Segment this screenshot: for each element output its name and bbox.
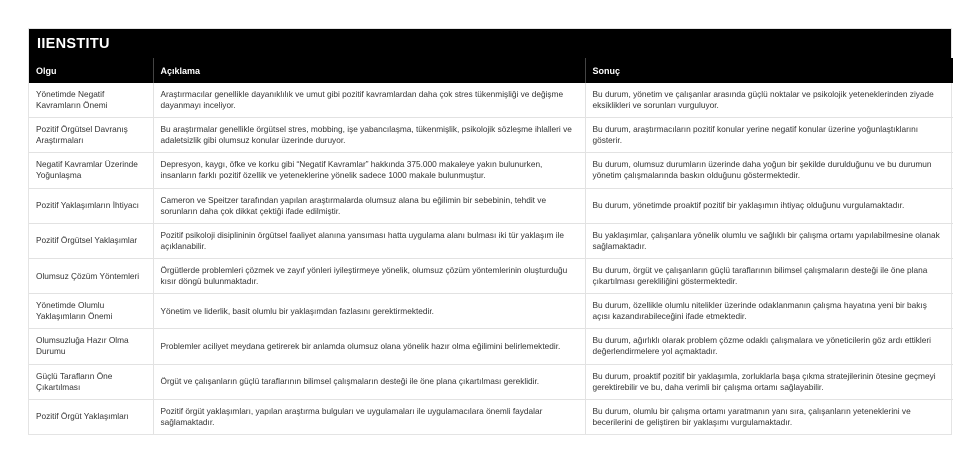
table-row (29, 188, 953, 223)
cell-aciklama: Örgüt ve çalışanların güçlü taraflarının bilimsel çalışmaların desteği ile öne plana çıkartılması gereklidir. (153, 364, 585, 399)
column-header-sonuc: Sonuç (585, 58, 953, 83)
cell-aciklama: Depresyon, kaygı, öfke ve korku gibi “Negatif Kavramlar” hakkında 375.000 makaleye yakın bulunurken, insanların farklı pozitif özellik ve yeteneklerine yönelik sadece 1000 makale bulunmuştur. (153, 153, 585, 188)
content-table-frame (28, 28, 952, 435)
brand-title: IIENSTITU (29, 29, 951, 58)
cell-olgu: Yönetimde Olumlu Yaklaşımların Önemi (29, 294, 153, 329)
cell-sonuc: Bu durum, yönetimde proaktif pozitif bir yaklaşımın ihtiyaç olduğunu vurgulamaktadır. (585, 188, 953, 223)
cell-olgu: Olumsuz Çözüm Yöntemleri (29, 258, 153, 293)
cell-sonuc: Bu durum, olumlu bir çalışma ortamı yaratmanın yanı sıra, çalışanların yeteneklerini ve becerilerini de geliştiren bir yaklaşımı vurgulamaktadır. (585, 399, 953, 434)
cell-aciklama: Bu araştırmalar genellikle örgütsel stres, mobbing, işe yabancılaşma, tükenmişlik, psikolojik sözleşme ihlalleri ve adaletsizlik gibi olumsuz konular üzerinde duruyor. (153, 118, 585, 153)
cell-sonuc: Bu yaklaşımlar, çalışanlara yönelik olumlu ve sağlıklı bir çalışma ortamı yapılabilmesine olanak sağlamaktadır. (585, 223, 953, 258)
cell-olgu: Güçlü Tarafların Öne Çıkartılması (29, 364, 153, 399)
data-table (29, 58, 953, 434)
cell-olgu: Olumsuzluğa Hazır Olma Durumu (29, 329, 153, 364)
cell-olgu: Negatif Kavramlar Üzerinde Yoğunlaşma (29, 153, 153, 188)
cell-sonuc: Bu durum, araştırmacıların pozitif konular yerine negatif konular üzerine yoğunlaştıklarını gösterir. (585, 118, 953, 153)
table-row (29, 294, 953, 329)
cell-olgu: Pozitif Örgütsel Davranış Araştırmaları (29, 118, 153, 153)
cell-olgu: Yönetimde Negatif Kavramların Önemi (36, 89, 108, 111)
table-row (29, 83, 953, 118)
table-row (29, 118, 953, 153)
cell-olgu: Pozitif Yaklaşımların İhtiyacı (29, 188, 153, 223)
cell-aciklama: Cameron ve Speitzer tarafından yapılan araştırmalarda olumsuz alana bu eğilimin bir sebebinin, tehdit ve sorunların daha çok dikkat çektiği ifade edilmiştir. (153, 188, 585, 223)
table-row (29, 329, 953, 364)
column-header-olgu: Olgu (29, 58, 153, 83)
cell-aciklama: Problemler aciliyet meydana getirerek bir anlamda olumsuz olana yönelik hazır olma eğilimini belirlemektedir. (153, 329, 585, 364)
cell-sonuc: Bu durum, olumsuz durumların üzerinde daha yoğun bir şekilde durulduğunu ve bu durumun yönetim çalışmalarında baskın olduğunu göstermektedir. (585, 153, 953, 188)
table-row (29, 153, 953, 188)
column-header-aciklama: Açıklama (153, 58, 585, 83)
cell-sonuc: Bu durum, özellikle olumlu nitelikler üzerinde odaklanmanın çalışma hayatına yeni bir bakış açısı kazandırabileceğini ifade etmektedir. (585, 294, 953, 329)
cell-sonuc: Bu durum, proaktif pozitif bir yaklaşımla, zorluklarla başa çıkma stratejilerinin ötesine geçmeyi gerektirebilir ve bu, daha verimli bir çalışma ortamı sağlayabilir. (585, 364, 953, 399)
cell-sonuc: Bu durum, örgüt ve çalışanların güçlü taraflarının bilimsel çalışmaların desteği ile öne plana çıkartılması gerekliliğini göstermektedir. (585, 258, 953, 293)
table-row (29, 399, 953, 434)
cell-aciklama: Pozitif psikoloji disiplininin örgütsel faaliyet alanına yansıması hatta uygulama alanı bulması iki tür yaklaşım ile açıklanabilir. (153, 223, 585, 258)
cell-olgu: Pozitif Örgütsel Yaklaşımlar (29, 223, 153, 258)
cell-olgu: Pozitif Örgüt Yaklaşımları (29, 399, 153, 434)
cell-sonuc: Bu durum, yönetim ve çalışanlar arasında güçlü noktalar ve psikolojik yeteneklerinden ziyade eksiklikleri ve sorunları vurguluyor. (585, 83, 953, 118)
cell-aciklama: Pozitif örgüt yaklaşımları, yapılan araştırma bulguları ve uygulamaları ile uygulamacılara önemli faydalar sağlamaktadır. (153, 399, 585, 434)
table-row (29, 258, 953, 293)
cell-aciklama: Örgütlerde problemleri çözmek ve zayıf yönleri iyileştirmeye yönelik, olumsuz çözüm yöntemlerinin oluşturduğu kısır döngü bulunmaktadır. (153, 258, 585, 293)
cell-aciklama: Yönetim ve liderlik, basit olumlu bir yaklaşımdan fazlasını gerektirmektedir. (153, 294, 585, 329)
cell-sonuc: Bu durum, ağırlıklı olarak problem çözme odaklı çalışmalara ve yöneticilerin göz ardı ettikleri değerlendirmelere yol açmaktadır. (585, 329, 953, 364)
table-row (29, 223, 953, 258)
table-header-row (29, 58, 953, 83)
table-row (29, 364, 953, 399)
cell-aciklama: Araştırmacılar genellikle dayanıklılık ve umut gibi pozitif kavramlardan daha çok stres tükenmişliği ve değişme dayanmayı inceliyor. (153, 83, 585, 118)
